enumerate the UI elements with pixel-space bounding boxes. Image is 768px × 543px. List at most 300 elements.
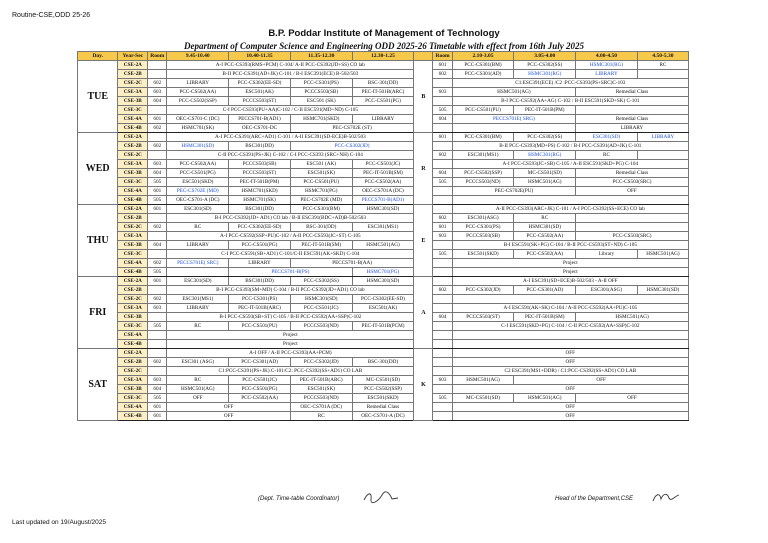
slot-cell: Project — [167, 340, 414, 349]
table-row — [78, 376, 689, 385]
slot-cell: RC — [576, 151, 638, 160]
slot-cell: HSMC501(AG) — [637, 250, 688, 259]
table-row — [78, 196, 689, 205]
slot-cell — [452, 196, 688, 205]
slot-cell: RC — [167, 376, 229, 385]
table-row — [78, 385, 689, 394]
col-break — [414, 52, 433, 61]
break-letter: E — [414, 205, 433, 277]
slot-cell: PCC-CS301(BM) — [290, 205, 352, 214]
section-label: CSE-2C — [118, 151, 148, 160]
slot-cell: LIBRARY — [167, 304, 229, 313]
slot-cell: MC-CS501(SD) — [352, 376, 414, 385]
slot-cell — [576, 106, 689, 115]
slot-cell: PCC-CS501(PG) — [229, 241, 291, 250]
slot-cell: A-I ESC591(AK+SK) C-104 / A-II PCC-CS592(AA+PU)C-105 — [452, 304, 688, 313]
slot-cell: LIBRARY — [576, 124, 689, 133]
room-cell: 602 — [433, 286, 452, 295]
slot-cell: HSMC301(RG) — [514, 151, 576, 160]
table-row — [78, 115, 689, 124]
col-period-6: 3.05-4.00 — [514, 52, 576, 61]
room-cell: 603 — [433, 232, 452, 241]
slot-cell: RC — [167, 223, 229, 232]
slot-cell: PCC-CS501(PU) — [290, 178, 352, 187]
slot-cell: B-II PCC-CS393(MD+PS) C-102 / B-I PCC-CS391(AD+JK) C-101 — [452, 142, 688, 151]
slot-cell: ESC501(SKD) — [352, 394, 414, 403]
room-cell — [148, 214, 167, 223]
col-room: Room — [148, 52, 167, 61]
slot-cell: Project — [452, 259, 688, 268]
table-row — [78, 259, 689, 268]
room-cell — [433, 331, 452, 340]
slot-cell: OEC-CS701-C (DC) — [167, 115, 229, 124]
slot-cell — [576, 214, 689, 223]
room-cell: 601 — [148, 412, 167, 421]
slot-cell: ESC501 (AK) — [290, 160, 352, 169]
room-cell — [433, 241, 452, 250]
day-label: SAT — [78, 349, 118, 421]
slot-cell: PEC-IT-501B(PM) — [514, 106, 576, 115]
section-label: CSE-2B — [118, 214, 148, 223]
section-label: CSE-4B — [118, 196, 148, 205]
slot-cell: B-I ESC591(SK+PG) C-104 / B-II PCC-CS593(ST+ND) C-105 — [452, 241, 688, 250]
break-letter: A — [414, 277, 433, 349]
room-cell: 604 — [148, 241, 167, 250]
room-cell: 604 — [433, 115, 452, 124]
document-code: Routine-CSE,ODD 25-26 — [12, 12, 91, 19]
section-label: CSE-4B — [118, 268, 148, 277]
coordinator-signature — [362, 490, 400, 504]
section-label: CSE-2A — [118, 133, 148, 142]
slot-cell: A-I PCC-CS391(ARC+AD1) C-101 / A-II ESC391(SD-ECE)B-502/503 — [167, 133, 414, 142]
table-row — [78, 277, 689, 286]
slot-cell — [452, 331, 688, 340]
slot-cell: PCC-CS302(EE-SD) — [229, 223, 291, 232]
slot-cell: OEC-CS701A (DC) — [290, 403, 352, 412]
slot-cell: HSMC701(SK) — [167, 124, 229, 133]
table-row — [78, 232, 689, 241]
slot-cell: HSMC701(SKD) — [290, 115, 352, 124]
timetable-body — [78, 61, 689, 421]
department-title: Department of Computer Science and Engineering ODD 2025-26 Timetable with effect from 16th July 2025 — [184, 41, 584, 51]
table-row — [78, 241, 689, 250]
slot-cell: PEC-IT-501B(ARC) — [290, 376, 352, 385]
slot-cell: B-I PCC-CS592(AA+AG) C-102 / B-II ESC591(SKD+SK) C-101 — [452, 97, 688, 106]
slot-cell: HSMC501(AG) — [514, 394, 576, 403]
slot-cell: C-I ESC591(SKD+PG) C-104 / C-II PCC-CS592(AA+SSP)C-102 — [452, 322, 688, 331]
section-label: CSE-3C — [118, 394, 148, 403]
table-row — [78, 349, 689, 358]
room-cell: 603 — [148, 304, 167, 313]
section-label: CSE-2B — [118, 142, 148, 151]
table-row — [78, 79, 689, 88]
slot-cell: PCC-CS503(SRC) — [576, 178, 689, 187]
room-cell: 603 — [433, 376, 452, 385]
slot-cell: ESC301(ASG) — [452, 214, 514, 223]
slot-cell: C-I PCC-CS593(PU+AA)C-102 / C-II ESC591(MD+ND) C-105 — [167, 106, 414, 115]
slot-cell: C2 ESC391(MS1+DDR) / C1:PCC-CS392(SS+AD1) CO LAB — [452, 367, 688, 376]
room-cell: 602 — [148, 223, 167, 232]
room-cell — [433, 79, 452, 88]
section-label: CSE-3C — [118, 250, 148, 259]
room-cell — [433, 196, 452, 205]
room-cell — [433, 268, 452, 277]
slot-cell: PCCCS503(ST) — [452, 313, 514, 322]
slot-cell: ESC501(SK) — [290, 169, 352, 178]
slot-cell: PCC-CS502(SSP) — [167, 97, 229, 106]
room-cell — [433, 304, 452, 313]
section-label: CSE-3A — [118, 376, 148, 385]
room-cell: 505 — [148, 196, 167, 205]
slot-cell: ESC501(AK) — [229, 88, 291, 97]
slot-cell: RC — [167, 322, 229, 331]
room-cell — [148, 340, 167, 349]
col-room-2: Room — [433, 52, 452, 61]
slot-cell: PCCCS503(ST) — [229, 97, 291, 106]
table-row — [78, 187, 689, 196]
room-cell: 505 — [148, 178, 167, 187]
room-cell — [433, 160, 452, 169]
section-label: CSE-2A — [118, 277, 148, 286]
slot-cell: PCC-CS503(SRC) — [576, 232, 689, 241]
section-label: CSE-4B — [118, 412, 148, 421]
section-label: CSE-4A — [118, 403, 148, 412]
room-cell — [433, 97, 452, 106]
slot-cell: PCC-CS501(PG) — [229, 385, 291, 394]
section-label: CSE-4A — [118, 115, 148, 124]
slot-cell: OFF — [452, 412, 688, 421]
room-cell: 505 — [148, 268, 167, 277]
room-cell: 601 — [148, 205, 167, 214]
room-cell — [433, 340, 452, 349]
room-cell: 601 — [433, 61, 452, 70]
room-cell: 602 — [433, 214, 452, 223]
room-cell: 601 — [433, 133, 452, 142]
last-updated: Last updated on 19/August/2025 — [12, 519, 106, 526]
slot-cell: LIBRARY — [576, 70, 638, 79]
slot-cell: PECCS701-B(PS) — [229, 268, 352, 277]
slot-cell: C-I PCC-CS591(SB+AD1) C-101/C-II ESC591(AK+SKD) C-104 — [167, 250, 414, 259]
col-period-3: 11.35-12.30 — [290, 52, 352, 61]
slot-cell: PEC-IT-501B(ARC) — [229, 304, 291, 313]
table-row — [78, 205, 689, 214]
break-letter: K — [414, 349, 433, 421]
slot-cell: Remedial Class — [576, 115, 689, 124]
room-cell: 601 — [433, 223, 452, 232]
slot-cell: HSMC301(SD) — [514, 223, 576, 232]
room-cell: 602 — [148, 295, 167, 304]
room-cell: 603 — [148, 160, 167, 169]
slot-cell: LIBRARY — [167, 79, 229, 88]
section-label: CSE-3A — [118, 160, 148, 169]
room-cell — [433, 349, 452, 358]
slot-cell: Remedial Class — [576, 88, 689, 97]
room-cell: 602 — [148, 79, 167, 88]
col-period-8: 4.50-5.30 — [637, 52, 688, 61]
table-row — [78, 133, 689, 142]
slot-cell: OEC-CS701-A (DC) — [167, 196, 229, 205]
slot-cell: BSC-301(DD) — [290, 223, 352, 232]
slot-cell: OFF — [452, 349, 688, 358]
slot-cell: PCC-CS301(PS) — [229, 295, 291, 304]
slot-cell: PCC-CS301(BM) — [452, 61, 514, 70]
room-cell: 505 — [148, 394, 167, 403]
table-row — [78, 322, 689, 331]
slot-cell: PEC-CS702E(PU) — [452, 187, 575, 196]
table-row — [78, 358, 689, 367]
slot-cell — [637, 70, 688, 79]
slot-cell: PEC-IT-501B(PCM) — [352, 322, 414, 331]
slot-cell: RC — [290, 412, 352, 421]
break-letter: R — [414, 133, 433, 205]
slot-cell: PEC-CS702E (ST) — [290, 124, 413, 133]
slot-cell: PCC-CS501(PG) — [167, 169, 229, 178]
day-label: THU — [78, 205, 118, 277]
section-label: CSE-2C — [118, 223, 148, 232]
col-period-4: 12.30-1.25 — [352, 52, 414, 61]
slot-cell: PCCCS503(ST) — [229, 169, 291, 178]
slot-cell: LIBRARY — [637, 133, 688, 142]
col-period-7: 4.00-4.50 — [576, 52, 638, 61]
slot-cell: BSC301(DD) — [229, 277, 291, 286]
room-cell: 601 — [148, 403, 167, 412]
table-row — [78, 106, 689, 115]
slot-cell: B-I PCC-CS593(SB+ST) C-105 / B-II PCC-CS592(AA+SSP)C-102 — [167, 313, 414, 322]
slot-cell: HSMC301(SD) — [290, 295, 352, 304]
slot-cell: OFF — [167, 394, 229, 403]
room-cell — [433, 277, 452, 286]
room-cell — [148, 151, 167, 160]
slot-cell: PCC-CS301(PS) — [290, 79, 352, 88]
room-cell — [148, 70, 167, 79]
slot-cell: MC-CS501(SD) — [514, 169, 576, 178]
section-label: CSE-2B — [118, 70, 148, 79]
table-row — [78, 61, 689, 70]
section-label: CSE-2A — [118, 61, 148, 70]
slot-cell: RC — [637, 61, 688, 70]
slot-cell: PEC-IT-501B(SM) — [352, 169, 414, 178]
room-cell: 603 — [148, 88, 167, 97]
slot-cell: PCC-CS502(AA) — [167, 160, 229, 169]
room-cell — [148, 106, 167, 115]
table-row — [78, 160, 689, 169]
slot-cell: RC — [514, 214, 576, 223]
slot-cell: HSMC301(SD) — [637, 286, 688, 295]
col-period-2: 10.40-11.35 — [229, 52, 291, 61]
section-label: CSE-2A — [118, 349, 148, 358]
slot-cell: OFF — [576, 187, 689, 196]
room-cell: 603 — [148, 376, 167, 385]
room-cell: 602 — [148, 259, 167, 268]
slot-cell: PCC-CS301(PS) — [452, 223, 514, 232]
slot-cell — [452, 340, 688, 349]
section-label: CSE-2C — [118, 367, 148, 376]
slot-cell: HSMC301(SD) — [352, 205, 414, 214]
slot-cell: OFF — [452, 385, 688, 394]
slot-cell: PCC-CS301(AD) — [452, 70, 514, 79]
table-row — [78, 367, 689, 376]
room-cell: 602 — [433, 70, 452, 79]
slot-cell: PCC-CS301(AD) — [514, 286, 576, 295]
slot-cell: BSC-301(DD) — [352, 358, 414, 367]
slot-cell: A-I PCC-CS592(SSP+PU)C-102 / A-II PCC-CS593(JC+ST) C-105 — [167, 232, 414, 241]
slot-cell: A-I PCC-CS593(JC+SB) C-105 / A-II ESC591(SKD+PG) C-104 — [452, 160, 688, 169]
slot-cell: PCC-CS302(SS) — [514, 133, 576, 142]
slot-cell: Remedial Class — [352, 403, 414, 412]
section-label: CSE-3C — [118, 322, 148, 331]
slot-cell: HSMC701(PG) — [290, 187, 352, 196]
slot-cell: PCC-CS501(JC) — [352, 160, 414, 169]
section-label: CSE-2B — [118, 358, 148, 367]
slot-cell: BSC301(DD) — [229, 142, 291, 151]
section-label: CSE-2A — [118, 205, 148, 214]
slot-cell: PCC-CS502(AA) — [229, 394, 291, 403]
table-row — [78, 340, 689, 349]
slot-cell: OFF — [452, 403, 688, 412]
slot-cell: ESC301 (ASG) — [167, 358, 229, 367]
slot-cell: PEC-IT-501B(SM) — [514, 313, 576, 322]
day-label: TUE — [78, 61, 118, 133]
table-row — [78, 151, 689, 160]
room-cell: 602 — [148, 142, 167, 151]
slot-cell: OFF — [514, 376, 689, 385]
slot-cell: ESC501(SK) — [290, 385, 352, 394]
slot-cell: HSMC501(AG) — [452, 376, 514, 385]
room-cell — [433, 403, 452, 412]
slot-cell: MC-CS501(SD) — [452, 394, 514, 403]
day-label: WED — [78, 133, 118, 205]
slot-cell: Library — [576, 250, 638, 259]
table-row — [78, 394, 689, 403]
slot-cell: ESC301(MS1) — [452, 151, 514, 160]
table-row — [78, 250, 689, 259]
slot-cell: PCC-CS301(BM) — [452, 133, 514, 142]
room-cell: 604 — [148, 169, 167, 178]
room-cell — [148, 331, 167, 340]
section-label: CSE-4A — [118, 187, 148, 196]
slot-cell — [167, 268, 229, 277]
room-cell — [148, 250, 167, 259]
slot-cell: PCC-CS502(AA) — [167, 88, 229, 97]
table-row — [78, 97, 689, 106]
slot-cell: HSMC501(AG) — [352, 241, 414, 250]
table-row — [78, 142, 689, 151]
room-cell: 601 — [148, 277, 167, 286]
table-row — [78, 70, 689, 79]
slot-cell: Project — [452, 268, 688, 277]
table-row — [78, 304, 689, 313]
slot-cell: ESC301(SD) — [167, 277, 229, 286]
room-cell — [433, 295, 452, 304]
slot-cell: PCC-CS501(JC) — [229, 376, 291, 385]
section-label: CSE-3B — [118, 97, 148, 106]
room-cell: 602 — [433, 151, 452, 160]
slot-cell: PCC-CS501(PU) — [452, 106, 514, 115]
slot-cell: ESC301(ASG) — [576, 286, 638, 295]
slot-cell: OFF — [576, 394, 689, 403]
slot-cell: OFF — [167, 403, 290, 412]
slot-cell: HSMC301(RG) — [514, 70, 576, 79]
slot-cell: PCC-CS302(EE-SD) — [352, 295, 414, 304]
slot-cell: OEC-CS701-A (DC) — [352, 412, 414, 421]
slot-cell: ESC501 (SK) — [290, 97, 352, 106]
section-label: CSE-3C — [118, 178, 148, 187]
slot-cell: HSMC501(AG) — [514, 178, 576, 187]
slot-cell: OFF — [167, 412, 290, 421]
slot-cell: A-I ESC391(SD+ECE)B-502/503 - A-II OFF — [452, 277, 688, 286]
slot-cell: LIBRARY — [352, 115, 414, 124]
slot-cell: Project — [167, 331, 414, 340]
room-cell — [433, 124, 452, 133]
section-label: CSE-3C — [118, 106, 148, 115]
section-label: CSE-3A — [118, 304, 148, 313]
coordinator-caption: (Dept. Time-table Coordinator) — [258, 496, 340, 502]
room-cell — [148, 367, 167, 376]
slot-cell: PECCS701E( SRC) — [167, 259, 229, 268]
slot-cell: PECCS701-B(AD1) — [229, 115, 291, 124]
table-row — [78, 223, 689, 232]
room-cell: 602 — [148, 124, 167, 133]
header-row — [78, 52, 689, 61]
table-row — [78, 169, 689, 178]
room-cell: 604 — [433, 169, 452, 178]
section-label: CSE-3B — [118, 385, 148, 394]
slot-cell: PEC-CS702E (MD) — [290, 196, 352, 205]
slot-cell: PCC-CS302(SS) — [514, 61, 576, 70]
table-row — [78, 331, 689, 340]
room-cell: 505 — [433, 394, 452, 403]
col-period-5: 2.10-3.05 — [452, 52, 514, 61]
room-cell — [433, 367, 452, 376]
slot-cell: HSMC501(AG) — [576, 313, 689, 322]
room-cell: 505 — [433, 178, 452, 187]
slot-cell: C1:ESC391(ECE) /C2 :PCC-CS393(PS+SRC)C-103 — [452, 79, 688, 88]
room-cell — [148, 232, 167, 241]
slot-cell: PCC-CS501(PU) — [229, 322, 291, 331]
table-row — [78, 412, 689, 421]
slot-cell: HSMC301(SD) — [167, 142, 229, 151]
slot-cell: ESC301(MS1) — [167, 295, 229, 304]
table-row — [78, 268, 689, 277]
room-cell: 604 — [148, 385, 167, 394]
slot-cell — [637, 151, 688, 160]
slot-cell — [452, 295, 688, 304]
table-row — [78, 313, 689, 322]
section-label: CSE-4B — [118, 124, 148, 133]
table-row — [78, 88, 689, 97]
slot-cell: ESC301(SD) — [167, 205, 229, 214]
slot-cell: PCCCS503(ND) — [290, 394, 352, 403]
slot-cell: A-I PCC-CS393(RMS+PCM) C-104/ A-II PCC-CS392(JD+SS) CO lab — [167, 61, 414, 70]
slot-cell: PCC-CS502(AA) — [352, 178, 414, 187]
room-cell — [433, 358, 452, 367]
table-row — [78, 286, 689, 295]
section-label: CSE-3A — [118, 88, 148, 97]
room-cell — [433, 412, 452, 421]
slot-cell: ESC501(SKD) — [167, 178, 229, 187]
slot-cell: ESC301(MS1) — [352, 223, 414, 232]
col-period-1: 9.45-10.40 — [167, 52, 229, 61]
room-cell — [148, 286, 167, 295]
slot-cell: PCC-CS302(EE-SD) — [229, 79, 291, 88]
room-cell: 603 — [433, 88, 452, 97]
slot-cell: PCCCS503(SB) — [452, 232, 514, 241]
table-row — [78, 403, 689, 412]
slot-cell: PCC-CS502(AA) — [514, 250, 576, 259]
slot-cell: HSMC701(SK) — [229, 196, 291, 205]
day-label: FRI — [78, 277, 118, 349]
slot-cell: A-II PCC-CS393(ARC+JK) C-101 / A-I PCC-CS392(SS+ECE) CO lab — [452, 205, 688, 214]
